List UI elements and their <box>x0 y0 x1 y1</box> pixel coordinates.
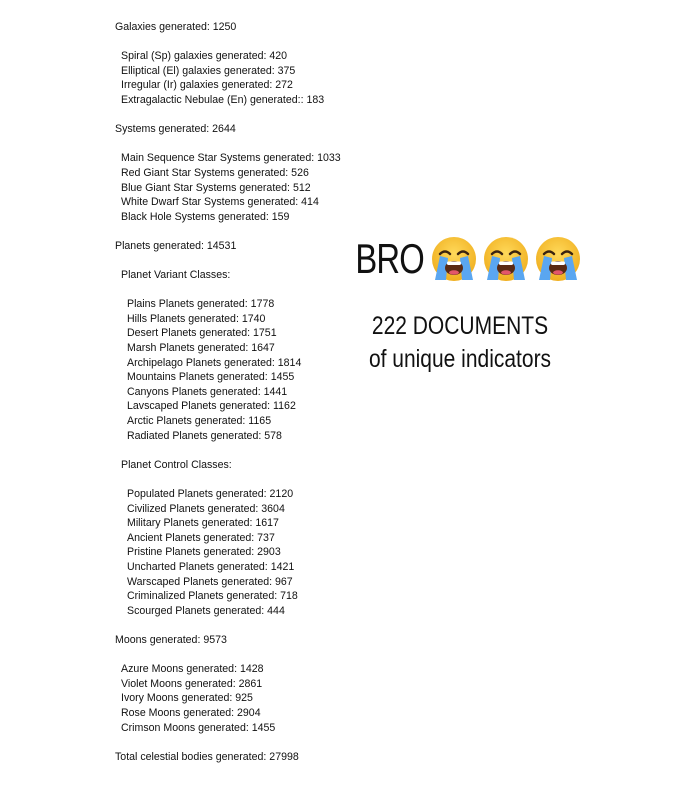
variant-item: Mountains Planets generated: 1455 <box>127 371 295 384</box>
moon-type-line: Violet Moons generated: 2861 <box>121 677 263 690</box>
systems-total: Systems generated: 2644 <box>115 123 236 136</box>
variant-item: Lavscaped Planets generated: 1162 <box>127 400 296 413</box>
loudly-crying-face-icon <box>481 234 531 284</box>
variant-item: Arctic Planets generated: 1165 <box>127 415 272 428</box>
control-item: Uncharted Planets generated: 1421 <box>127 560 295 573</box>
moon-type-line: Crimson Moons generated: 1455 <box>121 721 276 734</box>
moons-total: Moons generated: 9573 <box>115 633 227 646</box>
loudly-crying-face-icon <box>429 234 479 284</box>
control-item: Criminalized Planets generated: 718 <box>127 590 298 603</box>
documents-caption: 222 DOCUMENTS <box>371 312 549 340</box>
variant-item: Hills Planets generated: 1740 <box>127 312 266 325</box>
variant-item: Desert Planets generated: 1751 <box>127 327 277 340</box>
document-body <box>115 20 341 764</box>
indicators-caption: of unique indicators <box>368 345 552 373</box>
variant-item: Marsh Planets generated: 1647 <box>127 342 275 355</box>
system-type-line: White Dwarf Star Systems generated: 414 <box>121 196 319 209</box>
total-celestial-bodies: Total celestial bodies generated: 27998 <box>115 750 299 763</box>
moon-type-line: Ivory Moons generated: 925 <box>121 692 253 705</box>
moon-type-line: Rose Moons generated: 2904 <box>121 706 261 719</box>
control-item: Scourged Planets generated: 444 <box>127 604 285 617</box>
control-heading: Planet Control Classes: <box>121 458 232 471</box>
system-type-line: Red Giant Star Systems generated: 526 <box>121 166 309 179</box>
meme-caption-overlay <box>335 228 585 376</box>
system-type-line: Main Sequence Star Systems generated: 1033 <box>121 152 341 165</box>
system-type-line: Black Hole Systems generated: 159 <box>121 210 290 223</box>
control-item: Civilized Planets generated: 3604 <box>127 502 285 515</box>
loudly-crying-face-icon <box>533 234 583 284</box>
bro-row <box>335 228 585 290</box>
control-item: Military Planets generated: 1617 <box>127 517 279 530</box>
variant-heading: Planet Variant Classes: <box>121 269 231 282</box>
control-item: Warscaped Planets generated: 967 <box>127 575 293 588</box>
galaxies-total: Galaxies generated: 1250 <box>115 21 237 33</box>
bro-caption: BRO <box>355 235 424 282</box>
galaxy-type-line: Spiral (Sp) galaxies generated: 420 <box>121 50 288 63</box>
galaxy-type-line: Irregular (Ir) galaxies generated: 272 <box>121 79 293 92</box>
moon-type-line: Azure Moons generated: 1428 <box>121 663 264 676</box>
variant-item: Plains Planets generated: 1778 <box>127 298 275 311</box>
control-item: Ancient Planets generated: 737 <box>127 531 275 544</box>
control-item: Pristine Planets generated: 2903 <box>127 546 281 559</box>
variant-item: Canyons Planets generated: 1441 <box>127 385 288 398</box>
galaxy-type-line: Extragalactic Nebulae (En) generated:: 183 <box>121 93 325 106</box>
variant-item: Radiated Planets generated: 578 <box>127 429 282 442</box>
variant-item: Archipelago Planets generated: 1814 <box>127 356 302 369</box>
galaxy-type-line: Elliptical (El) galaxies generated: 375 <box>121 64 296 77</box>
system-type-line: Blue Giant Star Systems generated: 512 <box>121 181 311 194</box>
control-item: Populated Planets generated: 2120 <box>127 488 294 500</box>
planets-total: Planets generated: 14531 <box>115 239 237 252</box>
